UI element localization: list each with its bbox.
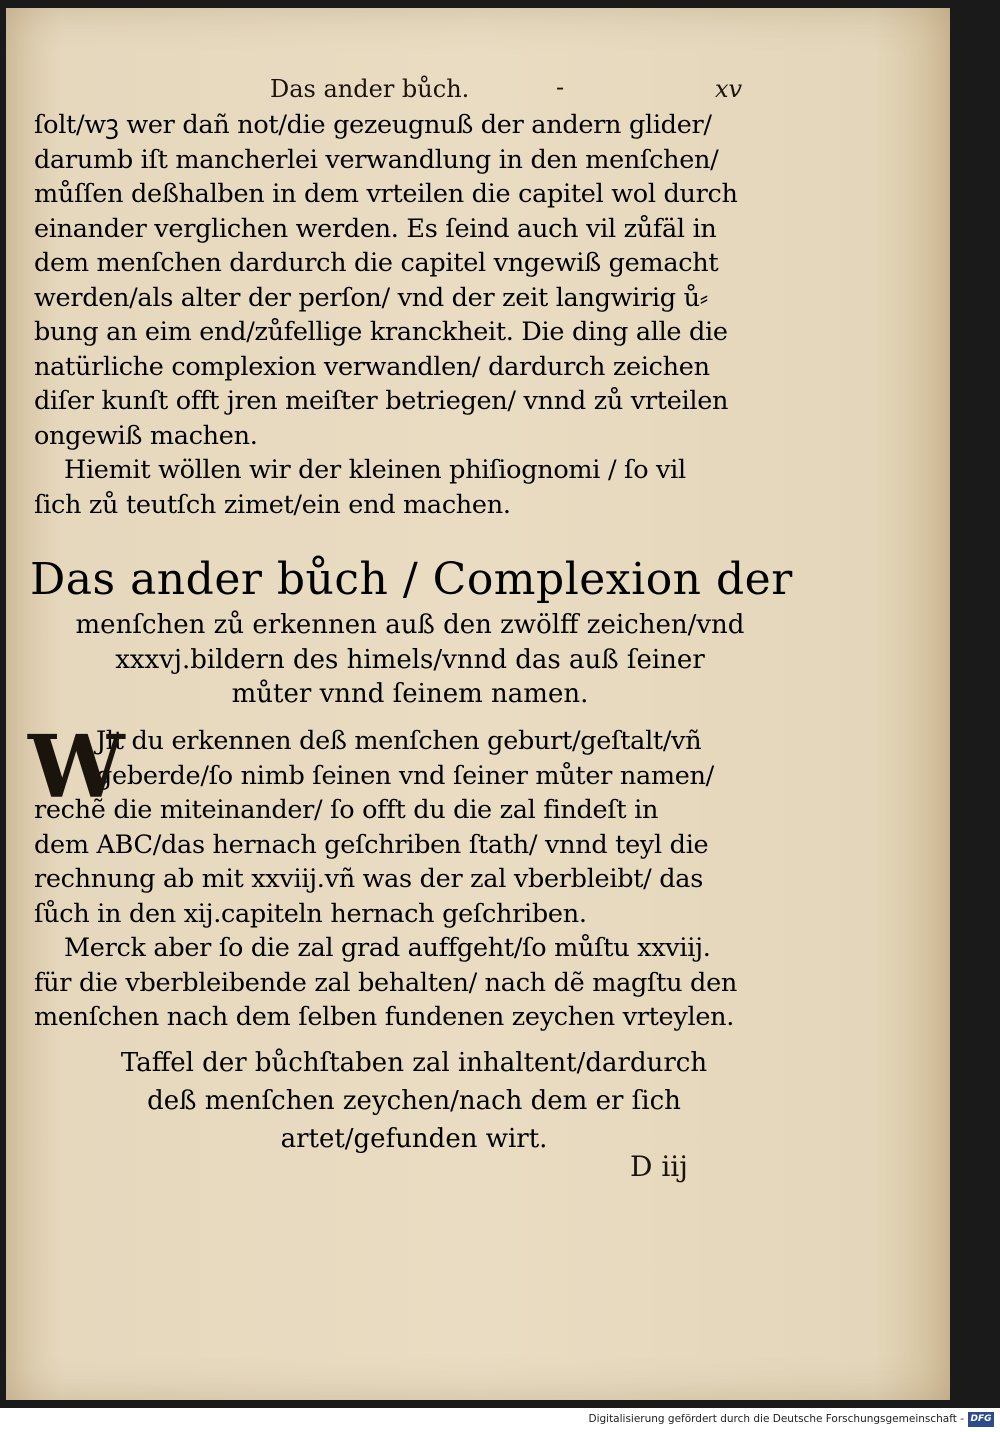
table-heading-line: artet/gefunden wirt. [280, 1124, 548, 1154]
text-line: můſſen deßhalben in dem vrteilen die capitel wol durch [34, 179, 738, 209]
heading-subline: můter vnnd ſeinem namen. [231, 679, 589, 709]
page-number: xv [715, 75, 743, 103]
running-head [270, 75, 770, 105]
text-line: dem ABC/das hernach geſchriben ſtath/ vnnd teyl die [34, 829, 709, 860]
text-line: ongewiß machen. [34, 420, 258, 451]
funding-credit: Digitalisierung gefördert durch die Deutsche Forschungsgemeinschaft - [588, 1413, 964, 1425]
text-line: menſchen nach dem ſelben fundenen zeychen vrteylen. [34, 1002, 735, 1032]
text-line: Jlt du erkennen deß menſchen geburt/geſtalt/vñ [96, 726, 702, 756]
signature-mark: D iij [630, 1150, 688, 1183]
table-heading [34, 1044, 794, 1158]
text-line: diſer kunſt offt jren meiſter betriegen/ vnnd zů vrteilen [34, 386, 729, 416]
text-line: werden/als alter der perſon/ vnd der zeit langwirig ů⸗ [34, 282, 708, 313]
running-title: Das ander bůch. [270, 75, 470, 103]
heading-subline: xxxvj.bildern des himels/vnnd das auß ſeiner [115, 644, 705, 675]
text-line: rechnung ab mit xxviij.vñ was der zal vberbleibt/ das [34, 864, 703, 894]
text-line: einander verglichen werden. Es ſeind auch vil zůfäl in [34, 213, 717, 244]
table-heading-line: Taffel der bůchſtaben zal inhaltent/dardurch [120, 1048, 708, 1078]
section-heading [30, 552, 793, 712]
table-heading-line: deß menſchen zeychen/nach dem er ſich [147, 1086, 681, 1116]
text-line: dem menſchen dardurch die capitel vngewiß gemacht [34, 248, 719, 278]
text-line: ſolt/wꝫ wer dañ not/die gezeugnuß der andern glider/ [34, 110, 712, 140]
heading-subline: menſchen zů erkennen auß den zwölff zeichen/vnd [75, 610, 745, 640]
text-line: darumb iſt mancherlei verwandlung in den menſchen/ [34, 144, 719, 175]
text-line: ſůch in den xij.capiteln hernach geſchriben. [34, 898, 587, 929]
drop-cap: W [28, 717, 125, 818]
dfg-logo[interactable]: DFG [968, 1412, 994, 1427]
text-line: Hiemit wöllen wir der kleinen phiſiognomi / ſo vil [64, 455, 686, 485]
footer-bar [0, 1408, 1000, 1432]
heading-title: Das ander bůch / Complexion der [30, 554, 793, 605]
text-line: bung an eim end/zůfellige kranckheit. Die ding alle die [34, 317, 728, 347]
instruction-paragraph [28, 717, 794, 1035]
text-line: Merck aber ſo die zal grad auffgeht/ſo můſtu xxviij. [64, 933, 711, 963]
text-line: für die vberbleibende zal behalten/ nach dẽ magſtu den [34, 967, 737, 998]
running-mark: - [556, 73, 565, 101]
text-line: rechẽ die miteinander/ ſo offt du die zal findeſt in [34, 795, 659, 825]
text-line: natürliche complexion verwandlen/ dardurch zeichen [34, 351, 710, 382]
text-line: geberde/ſo nimb ſeinen vnd ſeiner můter namen/ [96, 760, 714, 791]
text-line: ſich zů teutſch zimet/ein end machen. [34, 489, 511, 520]
body-paragraph [34, 108, 794, 522]
